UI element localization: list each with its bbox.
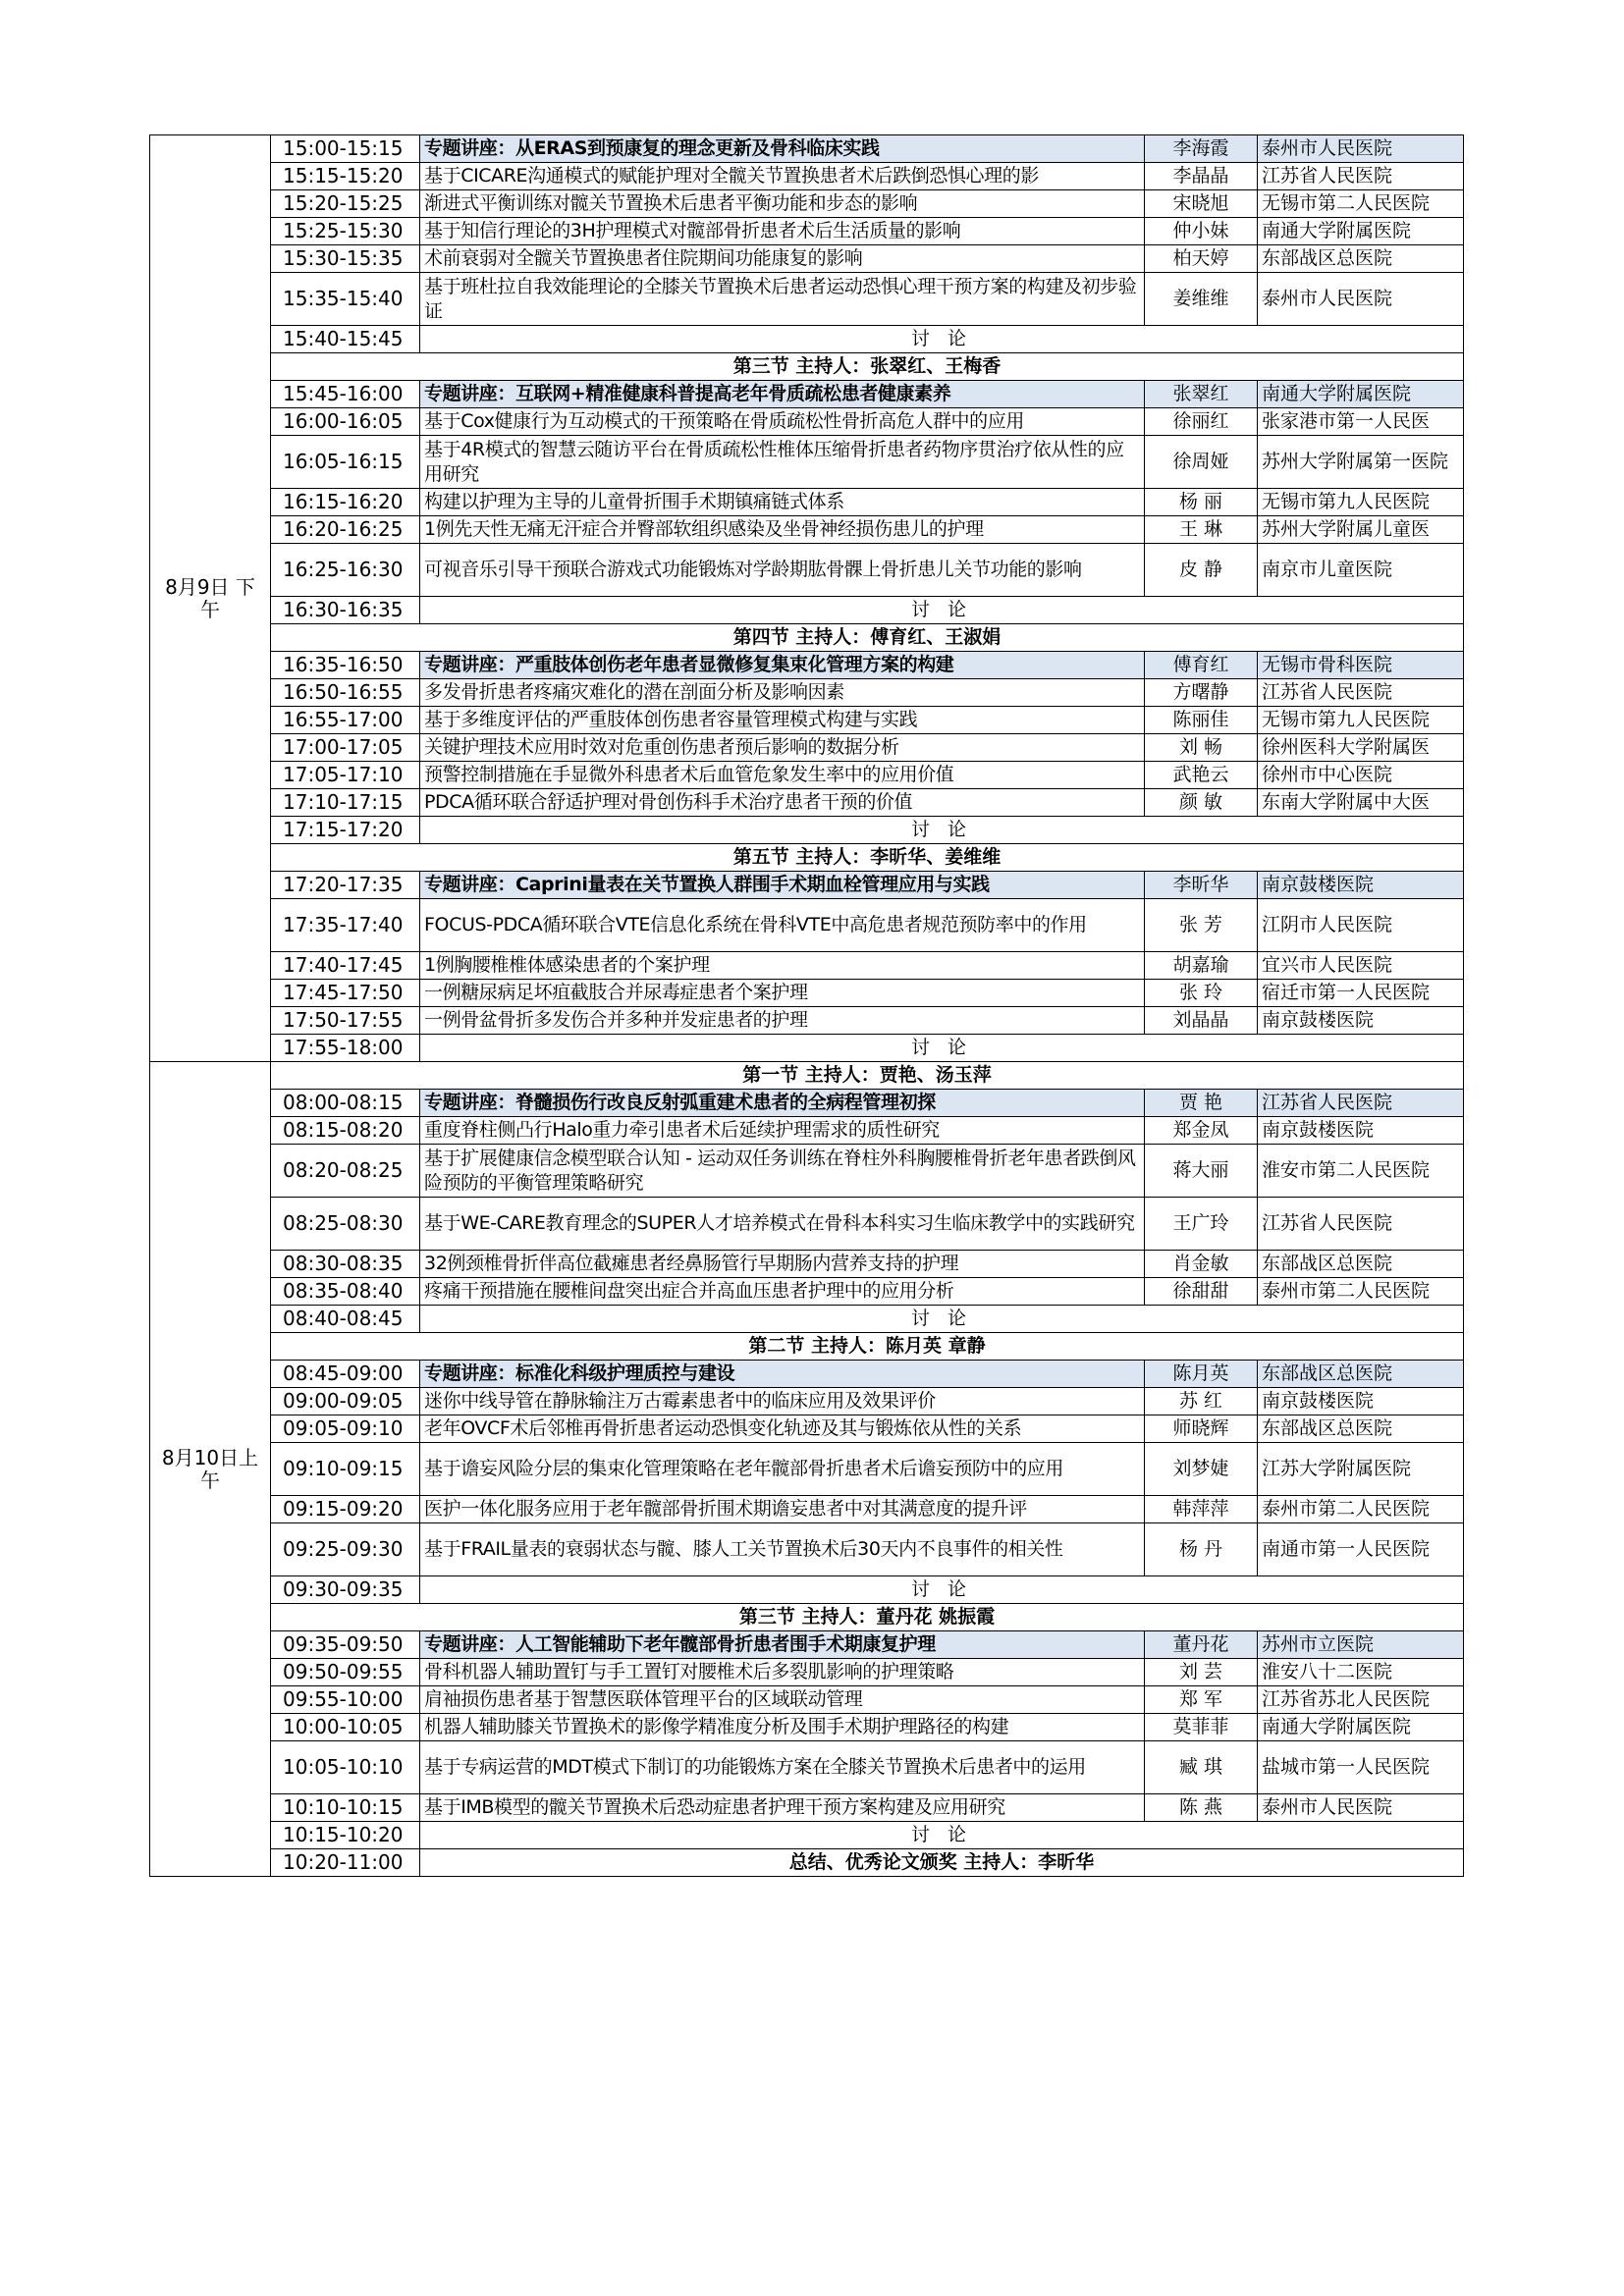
speaker-name: 陈丽佳 (1145, 707, 1258, 734)
hospital-name: 苏州大学附属儿童医 (1258, 516, 1464, 544)
hospital-name: 盐城市第一人民医院 (1258, 1741, 1464, 1794)
talk-topic: 关键护理技术应用时效对危重创伤患者预后影响的数据分析 (420, 734, 1145, 762)
time-slot: 09:55-10:00 (271, 1686, 420, 1714)
lecture-row (150, 135, 1464, 163)
speaker-name: 蒋大丽 (1145, 1145, 1258, 1198)
talk-topic: 可视音乐引导干预联合游戏式功能锻炼对学龄期肱骨髁上骨折患儿关节功能的影响 (420, 544, 1145, 597)
talk-row (150, 1278, 1464, 1306)
hospital-name: 南通大学附属医院 (1258, 381, 1464, 408)
talk-topic: 预警控制措施在手显微外科患者术后血管危象发生率中的应用价值 (420, 762, 1145, 789)
lecture-row (150, 872, 1464, 899)
time-slot: 08:00-08:15 (271, 1090, 420, 1117)
time-slot: 15:35-15:40 (271, 273, 420, 326)
discussion-label: 讨 论 (420, 1306, 1464, 1333)
talk-row (150, 707, 1464, 734)
section-header-row (150, 1604, 1464, 1631)
discussion-row (150, 326, 1464, 353)
talk-topic: 专题讲座：脊髓损伤行改良反射弧重建术患者的全病程管理初探 (420, 1090, 1145, 1117)
time-slot: 09:35-09:50 (271, 1631, 420, 1659)
talk-row (150, 1117, 1464, 1145)
time-slot: 16:30-16:35 (271, 597, 420, 624)
discussion-row (150, 1576, 1464, 1604)
time-slot: 10:15-10:20 (271, 1822, 420, 1849)
speaker-name: 杨 丽 (1145, 489, 1258, 516)
hospital-name: 东部战区总医院 (1258, 1251, 1464, 1278)
talk-row (150, 489, 1464, 516)
hospital-name: 淮安市第二人民医院 (1258, 1145, 1464, 1198)
hospital-name: 张家港市第一人民医 (1258, 408, 1464, 436)
speaker-name: 张 玲 (1145, 980, 1258, 1007)
time-slot: 09:00-09:05 (271, 1388, 420, 1415)
speaker-name: 王 琳 (1145, 516, 1258, 544)
talk-row (150, 679, 1464, 707)
hospital-name: 南通大学附属医院 (1258, 1714, 1464, 1741)
talk-row (150, 1415, 1464, 1443)
talk-topic: 骨科机器人辅助置钉与手工置钉对腰椎术后多裂肌影响的护理策略 (420, 1659, 1145, 1686)
time-slot: 17:55-18:00 (271, 1035, 420, 1062)
hospital-name: 无锡市第二人民医院 (1258, 190, 1464, 218)
time-slot: 16:05-16:15 (271, 436, 420, 489)
section-header-row (150, 624, 1464, 652)
speaker-name: 师晓辉 (1145, 1415, 1258, 1443)
time-slot: 15:00-15:15 (271, 135, 420, 163)
speaker-name: 韩萍萍 (1145, 1496, 1258, 1523)
talk-row (150, 408, 1464, 436)
talk-row (150, 1251, 1464, 1278)
time-slot: 17:50-17:55 (271, 1007, 420, 1035)
talk-topic: 基于班杜拉自我效能理论的全膝关节置换术后患者运动恐惧心理干预方案的构建及初步验证 (420, 273, 1145, 326)
talk-row (150, 1741, 1464, 1794)
discussion-label: 讨 论 (420, 1822, 1464, 1849)
time-slot: 16:35-16:50 (271, 652, 420, 679)
talk-topic: 一例糖尿病足坏疽截肢合并尿毒症患者个案护理 (420, 980, 1145, 1007)
hospital-name: 江苏省人民医院 (1258, 679, 1464, 707)
speaker-name: 武艳云 (1145, 762, 1258, 789)
talk-row (150, 1198, 1464, 1251)
speaker-name: 胡嘉瑜 (1145, 952, 1258, 980)
speaker-name: 张翠红 (1145, 381, 1258, 408)
hospital-name: 南京鼓楼医院 (1258, 1117, 1464, 1145)
talk-topic: 基于FRAIL量表的衰弱状态与髋、膝人工关节置换术后30天内不良事件的相关性 (420, 1523, 1145, 1576)
hospital-name: 江苏大学附属医院 (1258, 1443, 1464, 1496)
speaker-name: 杨 丹 (1145, 1523, 1258, 1576)
section-header: 第四节 主持人：傅育红、王淑娟 (271, 624, 1464, 652)
talk-row (150, 980, 1464, 1007)
hospital-name: 江阴市人民医院 (1258, 899, 1464, 952)
speaker-name: 傅育红 (1145, 652, 1258, 679)
time-slot: 17:10-17:15 (271, 789, 420, 817)
talk-topic: 迷你中线导管在静脉输注万古霉素患者中的临床应用及效果评价 (420, 1388, 1145, 1415)
speaker-name: 莫菲菲 (1145, 1714, 1258, 1741)
talk-topic: 基于多维度评估的严重肢体创伤患者容量管理模式构建与实践 (420, 707, 1145, 734)
lecture-row (150, 1631, 1464, 1659)
time-slot: 16:20-16:25 (271, 516, 420, 544)
hospital-name: 无锡市第九人民医院 (1258, 707, 1464, 734)
discussion-label: 讨 论 (420, 1035, 1464, 1062)
talk-topic: 医护一体化服务应用于老年髋部骨折围术期谵妄患者中对其满意度的提升评 (420, 1496, 1145, 1523)
time-slot: 17:00-17:05 (271, 734, 420, 762)
time-slot: 15:15-15:20 (271, 163, 420, 190)
talk-row (150, 952, 1464, 980)
hospital-name: 南通市第一人民医院 (1258, 1523, 1464, 1576)
speaker-name: 刘 芸 (1145, 1659, 1258, 1686)
speaker-name: 徐丽红 (1145, 408, 1258, 436)
speaker-name: 陈 燕 (1145, 1794, 1258, 1822)
time-slot: 09:30-09:35 (271, 1576, 420, 1604)
section-header: 第二节 主持人：陈月英 章静 (271, 1333, 1464, 1361)
lecture-row (150, 652, 1464, 679)
time-slot: 08:40-08:45 (271, 1306, 420, 1333)
talk-topic: 专题讲座：严重肢体创伤老年患者显微修复集束化管理方案的构建 (420, 652, 1145, 679)
talk-topic: 疼痛干预措施在腰椎间盘突出症合并高血压患者护理中的应用分析 (420, 1278, 1145, 1306)
time-slot: 17:45-17:50 (271, 980, 420, 1007)
talk-topic: 基于知信行理论的3H护理模式对髋部骨折患者术后生活质量的影响 (420, 218, 1145, 245)
time-slot: 16:00-16:05 (271, 408, 420, 436)
time-slot: 09:15-09:20 (271, 1496, 420, 1523)
talk-topic: 渐进式平衡训练对髋关节置换术后患者平衡功能和步态的影响 (420, 190, 1145, 218)
talk-row (150, 1794, 1464, 1822)
talk-topic: 构建以护理为主导的儿童骨折围手术期镇痛链式体系 (420, 489, 1145, 516)
time-slot: 10:10-10:15 (271, 1794, 420, 1822)
speaker-name: 李晶晶 (1145, 163, 1258, 190)
time-slot: 15:45-16:00 (271, 381, 420, 408)
talk-row (150, 1443, 1464, 1496)
talk-topic: 基于谵妄风险分层的集束化管理策略在老年髋部骨折患者术后谵妄预防中的应用 (420, 1443, 1145, 1496)
talk-topic: FOCUS-PDCA循环联合VTE信息化系统在骨科VTE中高危患者规范预防率中的作用 (420, 899, 1145, 952)
talk-topic: 肩袖损伤患者基于智慧医联体管理平台的区域联动管理 (420, 1686, 1145, 1714)
talk-row (150, 734, 1464, 762)
time-slot: 08:20-08:25 (271, 1145, 420, 1198)
hospital-name: 泰州市人民医院 (1258, 135, 1464, 163)
hospital-name: 泰州市第二人民医院 (1258, 1278, 1464, 1306)
talk-row (150, 1686, 1464, 1714)
section-header: 第三节 主持人：张翠红、王梅香 (271, 353, 1464, 381)
time-slot: 17:40-17:45 (271, 952, 420, 980)
hospital-name: 江苏省人民医院 (1258, 1198, 1464, 1251)
hospital-name: 徐州市中心医院 (1258, 762, 1464, 789)
discussion-row (150, 1822, 1464, 1849)
speaker-name: 刘 畅 (1145, 734, 1258, 762)
hospital-name: 南通大学附属医院 (1258, 218, 1464, 245)
talk-row (150, 789, 1464, 817)
lecture-row (150, 1090, 1464, 1117)
speaker-name: 董丹花 (1145, 1631, 1258, 1659)
time-slot: 09:10-09:15 (271, 1443, 420, 1496)
speaker-name: 郑 军 (1145, 1686, 1258, 1714)
discussion-row (150, 1306, 1464, 1333)
hospital-name: 南京鼓楼医院 (1258, 872, 1464, 899)
talk-row (150, 1145, 1464, 1198)
talk-topic: 专题讲座：从ERAS到预康复的理念更新及骨科临床实践 (420, 135, 1145, 163)
talk-topic: 基于Cox健康行为互动模式的干预策略在骨质疏松性骨折高危人群中的应用 (420, 408, 1145, 436)
speaker-name: 皮 静 (1145, 544, 1258, 597)
schedule-page (149, 134, 1463, 1877)
speaker-name: 姜维维 (1145, 273, 1258, 326)
talk-row (150, 544, 1464, 597)
discussion-label: 讨 论 (420, 597, 1464, 624)
talk-row (150, 163, 1464, 190)
time-slot: 17:20-17:35 (271, 872, 420, 899)
talk-topic: 老年OVCF术后邻椎再骨折患者运动恐惧变化轨迹及其与锻炼依从性的关系 (420, 1415, 1145, 1443)
speaker-name: 宋晓旭 (1145, 190, 1258, 218)
discussion-row (150, 1035, 1464, 1062)
speaker-name: 贾 艳 (1145, 1090, 1258, 1117)
speaker-name: 张 芳 (1145, 899, 1258, 952)
talk-topic: 基于CICARE沟通模式的赋能护理对全髋关节置换患者术后跌倒恐惧心理的影 (420, 163, 1145, 190)
talk-row (150, 436, 1464, 489)
section-header: 第一节 主持人：贾艳、汤玉萍 (271, 1062, 1464, 1090)
speaker-name: 李昕华 (1145, 872, 1258, 899)
hospital-name: 淮安八十二医院 (1258, 1659, 1464, 1686)
time-slot: 10:20-11:00 (271, 1849, 420, 1877)
discussion-row (150, 817, 1464, 844)
time-slot: 08:45-09:00 (271, 1361, 420, 1388)
time-slot: 09:50-09:55 (271, 1659, 420, 1686)
speaker-name: 陈月英 (1145, 1361, 1258, 1388)
speaker-name: 郑金凤 (1145, 1117, 1258, 1145)
hospital-name: 东部战区总医院 (1258, 245, 1464, 273)
talk-topic: 基于专病运营的MDT模式下制订的功能锻炼方案在全膝关节置换术后患者中的运用 (420, 1741, 1145, 1794)
section-header-row (150, 1062, 1464, 1090)
hospital-name: 泰州市人民医院 (1258, 1794, 1464, 1822)
talk-topic: 多发骨折患者疼痛灾难化的潜在剖面分析及影响因素 (420, 679, 1145, 707)
hospital-name: 江苏省人民医院 (1258, 163, 1464, 190)
time-slot: 17:35-17:40 (271, 899, 420, 952)
time-slot: 08:35-08:40 (271, 1278, 420, 1306)
hospital-name: 南京鼓楼医院 (1258, 1007, 1464, 1035)
speaker-name: 方曙静 (1145, 679, 1258, 707)
talk-row (150, 762, 1464, 789)
closing-label: 总结、优秀论文颁奖 主持人：李昕华 (420, 1849, 1464, 1877)
speaker-name: 仲小妹 (1145, 218, 1258, 245)
talk-topic: 专题讲座：Caprini量表在关节置换人群围手术期血栓管理应用与实践 (420, 872, 1145, 899)
schedule-table (149, 134, 1464, 1877)
time-slot: 16:50-16:55 (271, 679, 420, 707)
time-slot: 16:15-16:20 (271, 489, 420, 516)
day-label: 8月9日 下午 (150, 135, 271, 1062)
speaker-name: 李海霞 (1145, 135, 1258, 163)
talk-row (150, 218, 1464, 245)
hospital-name: 宜兴市人民医院 (1258, 952, 1464, 980)
hospital-name: 徐州医科大学附属医 (1258, 734, 1464, 762)
time-slot: 09:25-09:30 (271, 1523, 420, 1576)
talk-topic: 重度脊柱侧凸行Halo重力牵引患者术后延续护理需求的质性研究 (420, 1117, 1145, 1145)
lecture-row (150, 1361, 1464, 1388)
talk-topic: PDCA循环联合舒适护理对骨创伤科手术治疗患者干预的价值 (420, 789, 1145, 817)
discussion-label: 讨 论 (420, 1576, 1464, 1604)
time-slot: 15:40-15:45 (271, 326, 420, 353)
speaker-name: 肖金敏 (1145, 1251, 1258, 1278)
speaker-name: 刘晶晶 (1145, 1007, 1258, 1035)
closing-row (150, 1849, 1464, 1877)
hospital-name: 宿迁市第一人民医院 (1258, 980, 1464, 1007)
discussion-row (150, 597, 1464, 624)
talk-row (150, 1714, 1464, 1741)
hospital-name: 江苏省人民医院 (1258, 1090, 1464, 1117)
time-slot: 16:25-16:30 (271, 544, 420, 597)
talk-topic: 基于WE-CARE教育理念的SUPER人才培养模式在骨科本科实习生临床教学中的实践研究 (420, 1198, 1145, 1251)
time-slot: 16:55-17:00 (271, 707, 420, 734)
section-header: 第五节 主持人：李昕华、姜维维 (271, 844, 1464, 872)
speaker-name: 颜 敏 (1145, 789, 1258, 817)
hospital-name: 东南大学附属中大医 (1258, 789, 1464, 817)
hospital-name: 泰州市人民医院 (1258, 273, 1464, 326)
lecture-row (150, 381, 1464, 408)
talk-topic: 1例先天性无痛无汗症合并臀部软组织感染及坐骨神经损伤患儿的护理 (420, 516, 1145, 544)
talk-topic: 基于IMB模型的髋关节置换术后恐动症患者护理干预方案构建及应用研究 (420, 1794, 1145, 1822)
hospital-name: 东部战区总医院 (1258, 1361, 1464, 1388)
time-slot: 08:25-08:30 (271, 1198, 420, 1251)
talk-topic: 1例胸腰椎椎体感染患者的个案护理 (420, 952, 1145, 980)
talk-row (150, 273, 1464, 326)
section-header-row (150, 1333, 1464, 1361)
time-slot: 08:30-08:35 (271, 1251, 420, 1278)
talk-topic: 术前衰弱对全髋关节置换患者住院期间功能康复的影响 (420, 245, 1145, 273)
day-label: 8月10日上午 (150, 1062, 271, 1877)
talk-row (150, 1007, 1464, 1035)
speaker-name: 刘梦婕 (1145, 1443, 1258, 1496)
talk-row (150, 1523, 1464, 1576)
time-slot: 15:20-15:25 (271, 190, 420, 218)
speaker-name: 柏天婷 (1145, 245, 1258, 273)
time-slot: 09:05-09:10 (271, 1415, 420, 1443)
discussion-label: 讨 论 (420, 817, 1464, 844)
discussion-label: 讨 论 (420, 326, 1464, 353)
hospital-name: 南京市儿童医院 (1258, 544, 1464, 597)
talk-row (150, 1388, 1464, 1415)
time-slot: 15:30-15:35 (271, 245, 420, 273)
hospital-name: 无锡市骨科医院 (1258, 652, 1464, 679)
talk-row (150, 899, 1464, 952)
talk-topic: 专题讲座：互联网+精准健康科普提高老年骨质疏松患者健康素养 (420, 381, 1145, 408)
talk-topic: 基于扩展健康信念模型联合认知 - 运动双任务训练在脊柱外科胸腰椎骨折老年患者跌倒风险预防的平衡管理策略研究 (420, 1145, 1145, 1198)
time-slot: 10:05-10:10 (271, 1741, 420, 1794)
time-slot: 17:05-17:10 (271, 762, 420, 789)
talk-row (150, 1659, 1464, 1686)
talk-topic: 专题讲座：标准化科级护理质控与建设 (420, 1361, 1145, 1388)
talk-topic: 一例骨盆骨折多发伤合并多种并发症患者的护理 (420, 1007, 1145, 1035)
talk-row (150, 1496, 1464, 1523)
talk-row (150, 245, 1464, 273)
speaker-name: 臧 琪 (1145, 1741, 1258, 1794)
time-slot: 15:25-15:30 (271, 218, 420, 245)
time-slot: 08:15-08:20 (271, 1117, 420, 1145)
hospital-name: 苏州大学附属第一医院 (1258, 436, 1464, 489)
hospital-name: 泰州市第二人民医院 (1258, 1496, 1464, 1523)
talk-topic: 基于4R模式的智慧云随访平台在骨质疏松性椎体压缩骨折患者药物序贯治疗依从性的应用研究 (420, 436, 1145, 489)
talk-topic: 32例颈椎骨折伴高位截瘫患者经鼻肠管行早期肠内营养支持的护理 (420, 1251, 1145, 1278)
section-header: 第三节 主持人：董丹花 姚振霞 (271, 1604, 1464, 1631)
talk-row (150, 516, 1464, 544)
hospital-name: 南京鼓楼医院 (1258, 1388, 1464, 1415)
section-header-row (150, 353, 1464, 381)
speaker-name: 苏 红 (1145, 1388, 1258, 1415)
talk-topic: 机器人辅助膝关节置换术的影像学精准度分析及围手术期护理路径的构建 (420, 1714, 1145, 1741)
talk-topic: 专题讲座：人工智能辅助下老年髋部骨折患者围手术期康复护理 (420, 1631, 1145, 1659)
section-header-row (150, 844, 1464, 872)
speaker-name: 徐周娅 (1145, 436, 1258, 489)
speaker-name: 徐甜甜 (1145, 1278, 1258, 1306)
talk-row (150, 190, 1464, 218)
speaker-name: 王广玲 (1145, 1198, 1258, 1251)
hospital-name: 无锡市第九人民医院 (1258, 489, 1464, 516)
hospital-name: 苏州市立医院 (1258, 1631, 1464, 1659)
hospital-name: 江苏省苏北人民医院 (1258, 1686, 1464, 1714)
time-slot: 17:15-17:20 (271, 817, 420, 844)
time-slot: 10:00-10:05 (271, 1714, 420, 1741)
hospital-name: 东部战区总医院 (1258, 1415, 1464, 1443)
